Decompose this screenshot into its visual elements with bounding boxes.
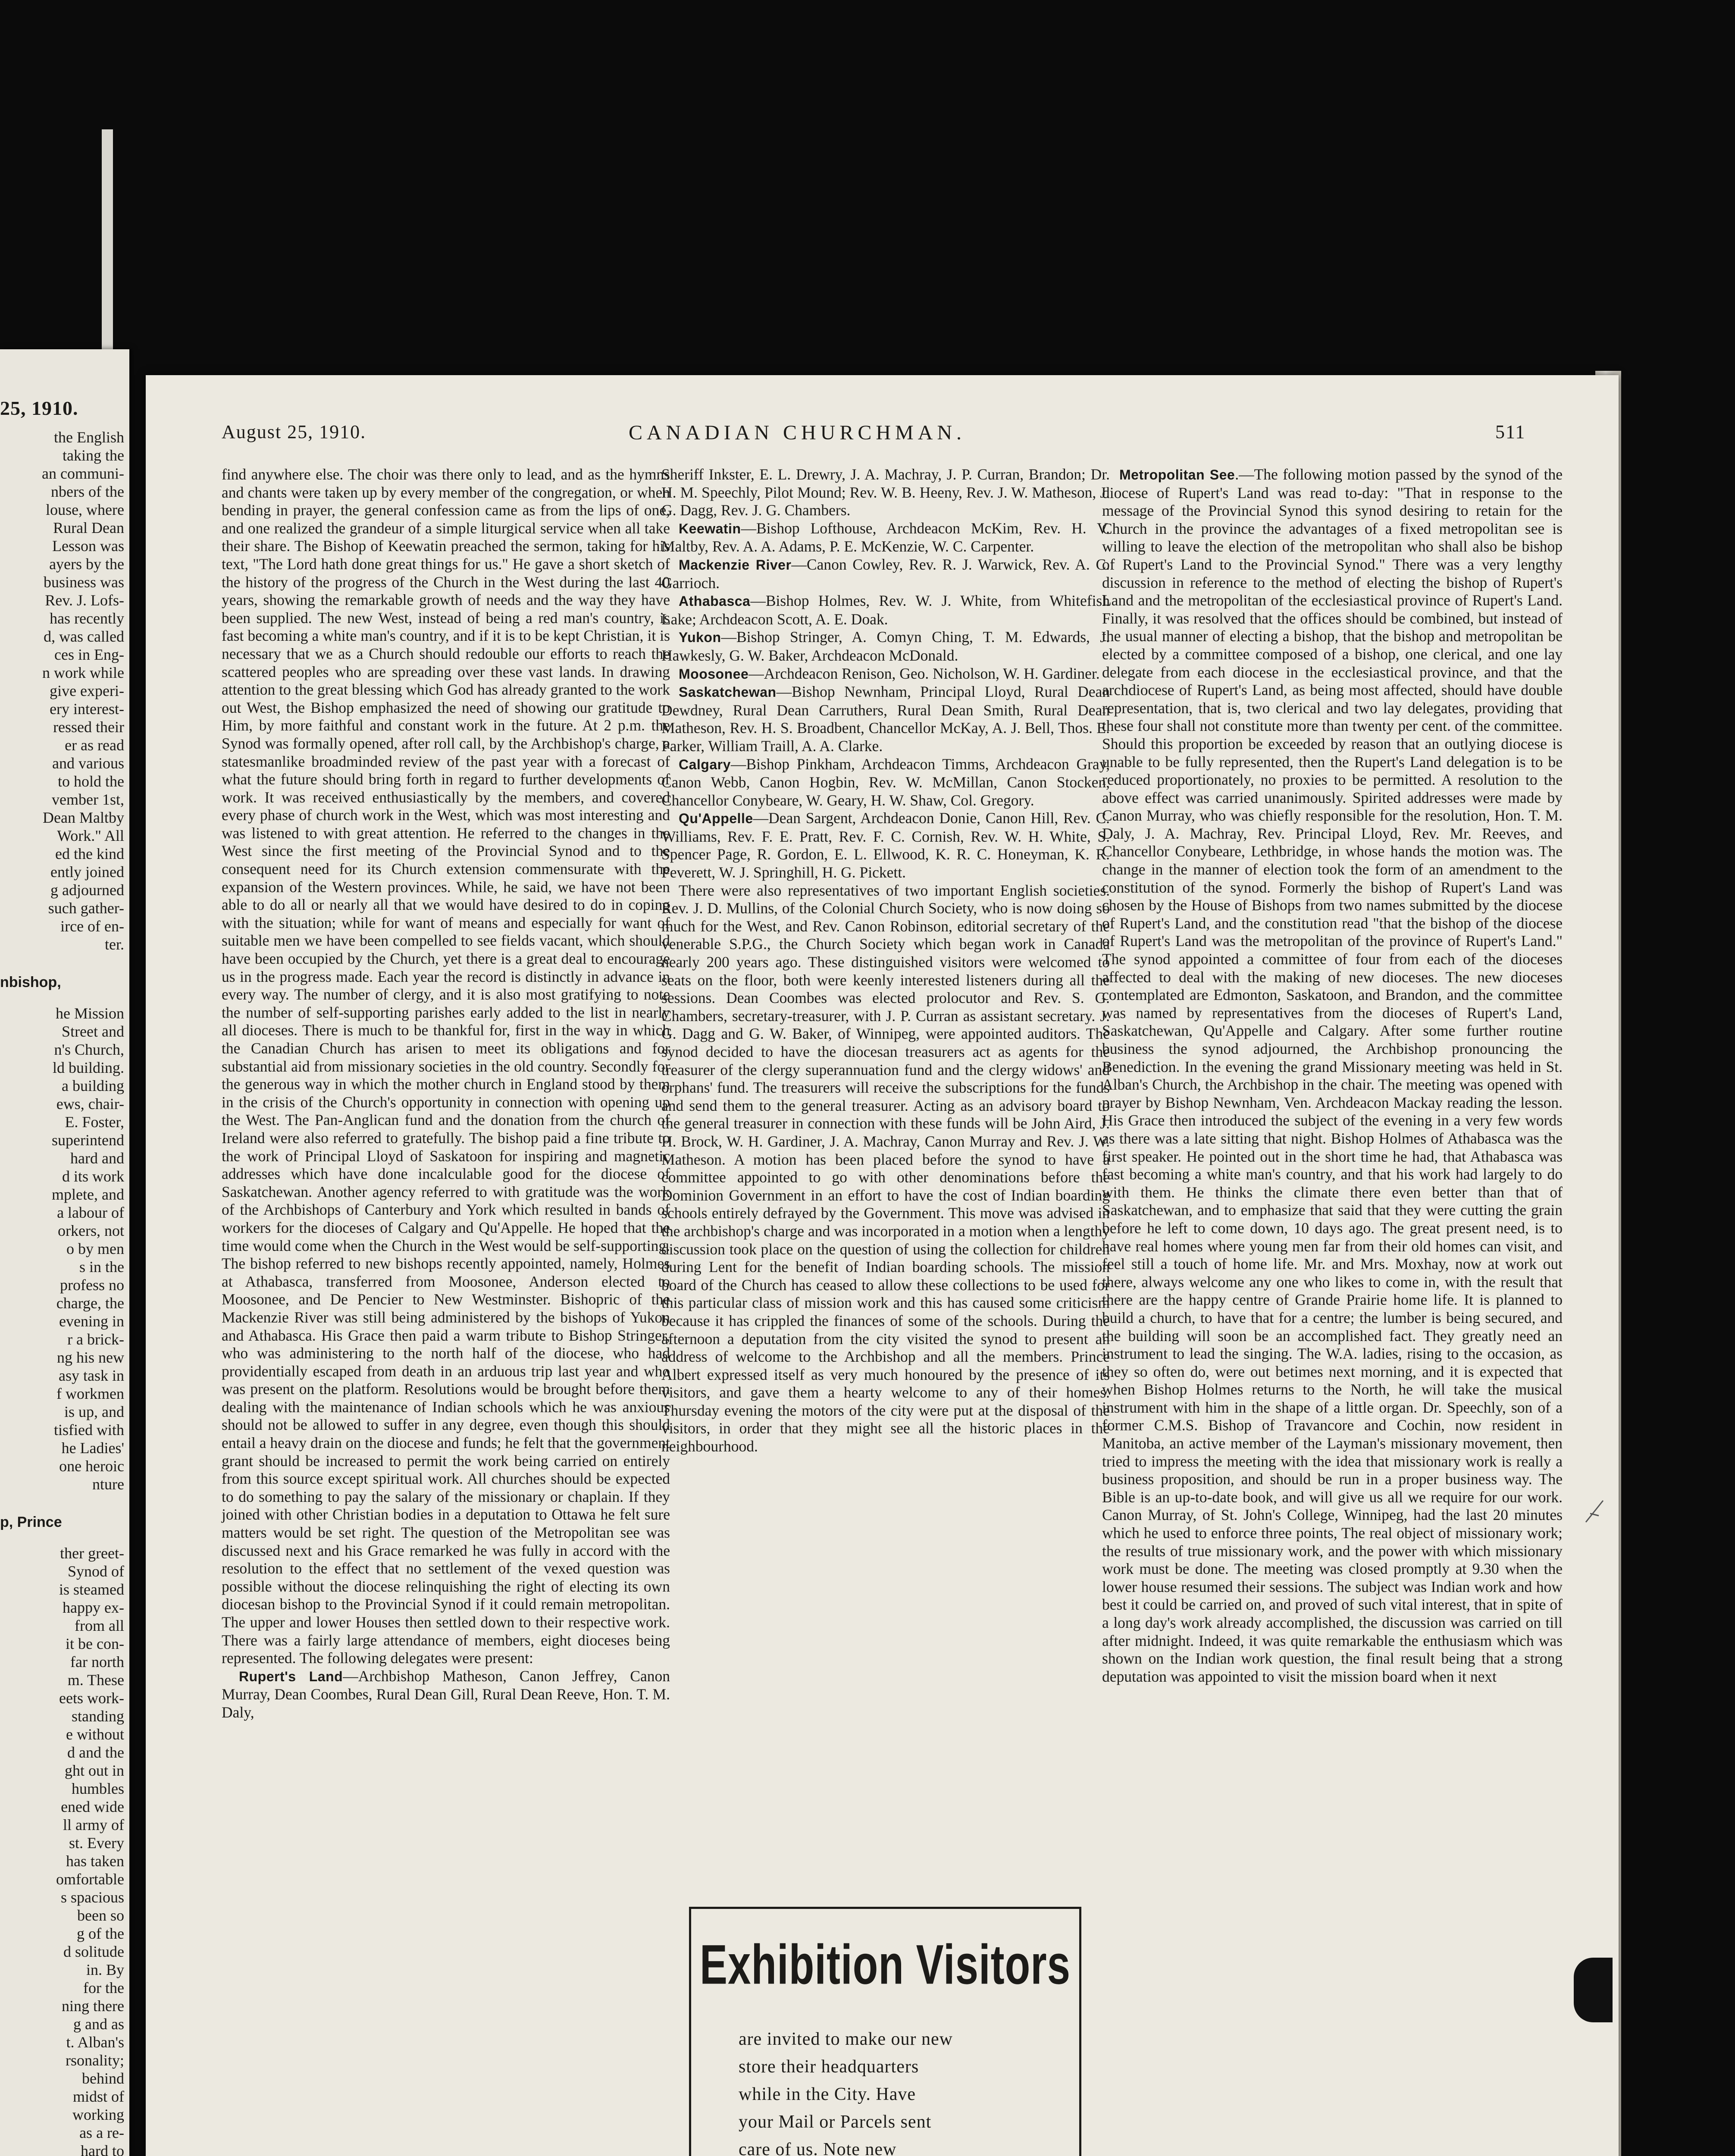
delegate-list: —Archbishop Matheson, Canon Jeffrey, Canon Murray, Dean Coombes, Rural Dean Gill, Rural Dean Reeve, Hon. T. M. Daly,: [222, 1667, 670, 1721]
fragment-line: standing: [72, 1708, 124, 1725]
advertisement-body: [739, 2025, 1023, 2156]
paragraph: find anywhere else. The choir was there only to lead, and as the hymns and chants were taken up by every member of the congregation, or when bending in prayer, the general confession came as from the lips of one, and one realized the grandeur of a simple liturgical service when all take their share. The Bishop of Keewatin preached the sermon, taking for his text, "The Lord hath done great things for us." He gave a short sketch of the history of the progress of the Church in the West during the last 40 years, showing the remarkable growth of needs and the way they have been supplied. The new West, instead of being a red man's country, is fast becoming a white man's country, and if it is to be kept Christian, it is necessary that we as a Church should redouble our efforts to reach the scattered peoples who are spreading over these vast lands. In drawing attention to the great blessing which God has already granted to the work out West, the Bishop emphasized the need of showing our gratitude to Him, by more faithful and constant work in the future. At 2 p.m. the Synod was formally opened, after roll call, by the Archbishop's charge, a statesmanlike broadminded review of the past year with a forecast of what the future should bring forth in regard to further developments of work. It was received enthusiastically by the members, and covered every phase of church work in the West, which was most interesting and was listened to with great attention. He referred to the changes in the West since the first meeting of the Provincial Synod and to the consequent need for its Church extension commensurate with the expansion of the Western provinces. While, he said, we have not been able to do all or nearly all that we would have desired to do in coping with the situation; while for want of means and especially for want of suitable men we have been compelled to see fields vacant, which should have been occupied by the Church, yet there is a great deal to encourage us in the progress made. Each year the record is distinctly in advance in every way. The number of clergy, and it is also most gratifying to note the number of self-supporting parishes early added to the list in nearly all dioceses. There is much to be thankful for, first in the way in which the Canadian Church has arisen to meet its obligations and for substantial aid from missionary societies in the old country. Secondly for the generous way in which the mother church in England stood by them in the crisis of the Church's opportunity in connection with opening up the West. The Pan-Anglican fund and the donation from the church of Ireland were also referred to gratefully. The bishop paid a fine tribute to the work of Principal Lloyd of Saskatoon for inspiring and magnetic addresses which have done incalculable good for the diocese of Saskatchewan. Another agency referred to with gratitude was the work of the Archbishops of Canterbury and York which resulted in bands of workers for the dioceses of Calgary and Qu'Appelle. He hoped that the time would come when the Church in the West would be self-supporting. The bishop referred to new bishops recently appointed, namely, Holmes at Athabasca, transferred from Moosonee, Anderson elected to Moosonee, and De Pencier to New Westminster. Bishopric of the Mackenzie River was still being administered by the bishops of Yukon and Athabasca. His Grace then paid a warm tribute to Bishop Stringer, who was administering to the north half of the diocese, who had providentially escaped from death in an arduous trip last year and who was present on the platform. Resolutions would be brought before them dealing with the maintenance of Indian schools which he was anxious should not be allowed to suffer in any degree, even though this should entail a heavy drain on the diocese and funds; he felt that the government grant should be increased to permit the work being carried on entirely from this source except spiritual work. All churches should be expected to do something to pay the salary of the missionary or chaplain. If they joined with other Christian bodies in a deputation to Ottawa he felt sure matters would be set right. The question of the Metropolitan see was discussed next and his Grace remarked he was fully in accord with the resolution to the effect that no settlement of the vexed question was possible without the diocese relinquishing the right of electing its own diocesan bishop to the Provincial Synod if it could remain metropolitan. The upper and lower Houses then settled down to their respective work. There was a fairly large attendance of members, eight dioceses being represented. The following delegates were present:: [222, 466, 670, 1667]
fragment-line: d and the: [67, 1744, 124, 1761]
delegate-paragraph: [661, 592, 1110, 628]
fragment-line: happy ex-: [63, 1599, 124, 1616]
fragment-line: the English: [54, 429, 124, 446]
fragment-line: t. Alban's: [66, 2034, 124, 2051]
fragment-line: ld building.: [52, 1059, 124, 1076]
fragment-line: ng his new: [57, 1349, 124, 1366]
fragment-line: he Ladies': [61, 1439, 124, 1457]
fragment-line: as a re-: [79, 2124, 124, 2141]
fragment-line: humbles: [72, 1780, 124, 1797]
fragment-line: superintend: [52, 1131, 124, 1149]
delegate-paragraph: [661, 520, 1110, 556]
fragment-line: tisfied with: [54, 1421, 124, 1438]
paragraph: [1102, 466, 1563, 1686]
advertisement-line: while in the City. Have: [739, 2084, 916, 2104]
diocese-label: Rupert's Land: [239, 1668, 343, 1684]
article-column-2: [661, 466, 1110, 1456]
fragment-line: is steamed: [59, 1581, 124, 1598]
diocese-label: Mackenzie River: [679, 557, 792, 573]
fragment-line: ed the kind: [55, 845, 124, 862]
fragment-line: s in the: [79, 1258, 124, 1275]
delegate-list: —Bishop Lofthouse, Archdeacon McKim, Rev. H. V. Maltby, Rev. A. A. Adams, P. E. McKenzie, W. C. Carpenter.: [661, 519, 1110, 555]
delegate-list: —Dean Sargent, Archdeacon Donie, Canon Hill, Rev. C. Williams, Rev. F. E. Pratt, Rev. F. C. Cornish, Rev. W. H. White, S. Spencer Page, R. Gordon, E. L. Ellwood, K. R. C. Honeyman, K. R. Peverett, W. J. Springhill, H. G. Pickett.: [661, 809, 1110, 881]
fragment-line: Lesson was: [52, 537, 124, 555]
fragment-line: nture: [92, 1476, 124, 1493]
fragment-heading: p, Prince: [0, 1514, 62, 1530]
fragment-line: for the: [83, 1979, 124, 1996]
fragment-line: charge, the: [56, 1294, 124, 1312]
fragment-line: g of the: [77, 1925, 124, 1942]
fragment-line: Dean Maltby: [43, 809, 124, 826]
fragment-line: r a brick-: [67, 1331, 124, 1348]
diocese-label: Yukon: [679, 630, 721, 646]
fragment-line: ently joined: [50, 863, 124, 881]
diocese-label: Athabasca: [679, 593, 751, 609]
fragment-line: such gather-: [48, 899, 124, 917]
delegate-paragraph: [222, 1667, 670, 1722]
fragment-line: it be con-: [66, 1635, 124, 1652]
fragment-line: E. Foster,: [65, 1113, 124, 1131]
diocese-label: Keewatin: [679, 520, 741, 536]
fragment-line: ll army of: [63, 1816, 124, 1833]
fragment-line: has recently: [50, 610, 124, 627]
fragment-line: ery interest-: [50, 700, 124, 718]
advertisement-box: [689, 1907, 1081, 2156]
fragment-line: rsonality;: [66, 2052, 124, 2069]
fragment-line: ressed their: [53, 718, 124, 736]
delegate-paragraph: [661, 556, 1110, 592]
previous-page-fragment: [0, 349, 129, 2156]
fragment-line: been so: [77, 1907, 124, 1924]
fragment-line: has taken: [66, 1852, 124, 1870]
delegate-list: —Bishop Newnham, Principal Lloyd, Rural Dean Dewdney, Rural Dean Carruthers, Rural Dean Smith, Rural Dean Matheson, Rev. H. S. Broadbent, Chancellor McKay, A. J. Bell, Thos. E. Parker, William Traill, A. A. Clarke.: [661, 683, 1110, 755]
fragment-line: behind: [82, 2070, 124, 2087]
fragment-line: a labour of: [57, 1204, 124, 1221]
previous-page-column: [0, 420, 129, 2156]
issue-date: August 25, 1910.: [222, 421, 366, 442]
fragment-line: working: [72, 2106, 124, 2123]
fragment-line: ght out in: [64, 1762, 124, 1779]
advertisement-line: store their headquarters: [739, 2057, 919, 2077]
diocese-label: Moosonee: [679, 666, 749, 682]
diocese-label: Saskatchewan: [679, 684, 777, 700]
fragment-line: st. Every: [69, 1834, 124, 1852]
fragment-line: g adjourned: [50, 881, 124, 899]
article-column-1: [222, 466, 670, 1722]
fragment-line: evening in: [59, 1313, 124, 1330]
fragment-line: orkers, not: [58, 1222, 124, 1239]
advertisement-line: are invited to make our new: [739, 2029, 953, 2049]
delegate-list: —Archdeacon Renison, Geo. Nicholson, W. H. Gardiner.: [748, 664, 1100, 682]
fragment-line: o by men: [66, 1240, 124, 1257]
fragment-line: ter.: [105, 936, 124, 953]
fragment-line: ayers by the: [49, 555, 124, 573]
masthead-title: CANADIAN CHURCHMAN.: [629, 421, 966, 444]
pencil-mark-icon: [1582, 1496, 1612, 1526]
fragment-line: omfortable: [56, 1871, 124, 1888]
paragraph: Sheriff Inkster, E. L. Drewry, J. A. Machray, J. P. Curran, Brandon; Dr. H. M. Speechly, Pilot Mound; Rev. W. B. Heeny, Rev. J. W. Matheson, J. G. Dagg, Rev. J. G. Chambers.: [661, 466, 1110, 519]
fragment-line: er as read: [65, 736, 124, 754]
fragment-line: louse, where: [46, 501, 124, 518]
fragment-line: Work." All: [57, 827, 124, 844]
fragment-line: business was: [44, 573, 124, 591]
page-header: [146, 375, 1619, 461]
fragment-line: hard to: [81, 2142, 124, 2156]
advertisement-line: your Mail or Parcels sent: [739, 2112, 932, 2132]
fragment-line: and various: [52, 755, 124, 772]
fragment-line: d, was called: [44, 628, 124, 645]
fragment-line: ning there: [62, 1997, 124, 2015]
section-label: Metropolitan See: [1119, 467, 1235, 483]
fragment-line: from all: [75, 1617, 124, 1634]
delegate-list: —Canon Cowley, Rev. R. J. Warwick, Rev. A. C. Garrioch.: [661, 555, 1110, 592]
fragment-line: s spacious: [61, 1889, 124, 1906]
fragment-line: Rural Dean: [53, 519, 124, 536]
scanner-edge-stripe: [102, 129, 113, 371]
fragment-line: g and as: [73, 2015, 124, 2033]
paragraph: There were also representatives of two important English societies. Rev. J. D. Mullins, of the Colonial Church Society, who is now doing so much for the West, and Rev. Canon Robinson, editorial secretary of the venerable S.P.G., the Church Society which began work in Canada nearly 200 years ago. These distinguished visitors were welcomed to seats on the floor, both were keenly interested listeners during all the sessions. Dean Coombes was elected prolocutor and Rev. S. G. Chambers, secretary-treasurer, with J. P. Curran as assistant secretary. J. G. Dagg and G. W. Baker, of Winnipeg, were appointed auditors. The synod decided to have the diocesan treasurers act as agents for the treasurer of the clergy superannuation fund and the clergy widows' and orphans' fund. The treasurers will receive the subscriptions for the funds and send them to the general treasurer. Acting as an advisory board to the general treasurer in connection with these funds will be John Aird, J. H. Brock, W. H. Gardiner, J. A. Machray, Canon Murray and Rev. J. W. Matheson. A motion has been placed before the synod to have a committee appointed to go with other denominations before the Dominion Government in an effort to have the cost of Indian boarding schools entirely defrayed by the Government. This move was advised in the archbishop's charge and was incorporated in a motion when a lengthy discussion took place on the question of using the collection for children during Lent for the benefit of Indian boarding schools. The mission board of the Church has ceased to allow these collections to be used for this particular class of mission work and this has caused some criticism because it has crippled the finances of some of the schools. During the afternoon a deputation from the city visited the synod to present an address of welcome to the Archbishop and all the members. Prince Albert expressed itself as very much honoured by the presence of its visitors, and gave them a hearty welcome to any of their homes. Thursday evening the motors of the city were put at the disposal of the visitors, in order that they might see all the historic places in the neighbourhood.: [661, 881, 1110, 1455]
advertisement-line: care of us. Note new: [739, 2140, 897, 2156]
delegate-list: —Bishop Stringer, A. Comyn Ching, T. M. Edwards, J. Hawkesly, G. W. Baker, Archdeacon McDonald.: [661, 628, 1110, 664]
fragment-line: ews, chair-: [56, 1095, 124, 1112]
delegate-list: —Bishop Holmes, Rev. W. J. White, from Whitefish Lake; Archdeacon Scott, A. E. Doak.: [661, 592, 1110, 628]
delegate-paragraph: [661, 683, 1110, 755]
advertisement-title: Exhibition Visitors: [699, 1934, 1071, 1996]
fragment-line: f workmen: [56, 1385, 124, 1402]
fragment-line: n's Church,: [54, 1041, 124, 1058]
fragment-line: e without: [66, 1726, 124, 1743]
fragment-line: an communi-: [42, 465, 124, 482]
fragment-line: he Mission: [55, 1005, 124, 1022]
fragment-line: mplete, and: [52, 1186, 124, 1203]
fragment-line: give experi-: [50, 682, 124, 699]
fragment-line: d solitude: [63, 1943, 124, 1960]
paragraph-text: .—The following motion passed by the synod of the diocese of Rupert's Land was read to-day: "That in response to the message of the Provincial Synod this synod desiring to retain for the Church in the province the advantages of a fixed metropolitan see is willing to leave the election of the metropolitan who shall also be bishop of Rupert's Land to the Provincial Synod." There was a very lengthy discussion in reference to the method of electing the bishop of Rupert's Land and the metropolitan of the ecclesiastical province of Rupert's Land. Finally, it was resolved that the offices should be combined, but instead of the usual manner of electing a bishop, that the bishop and metropolitan be elected by a committee composed of a bishop, one clerical, and one lay delegate from each diocese in the ecclesiastical province, and that the archdiocese of Rupert's Land, as being most affected, should have double representation, that is, two clerical and two lay delegates, providing that these four shall not constitute more than twenty per cent. of the committee. Should this proportion be exceeded by reason that an outlying diocese is unable to be fully represented, then the Rupert's Land delegation is to be reduced proportionately, no proxies to be permitted. A resolution to the above effect was carried unanimously. Spirited addresses were made by Canon Murray, who was chiefly responsible for the resolution, Hon. T. M. Daly, J. A. Machray, Rev. Principal Lloyd, Rev. Mr. Reeves, and Chancellor Conybeare, Lethbridge, in whose hands the motion was. The change in the manner of election took the form of an amendment to the constitution of the synod. Formerly the bishop of Rupert's Land was chosen by the House of Bishops from two names submitted by the diocese of Rupert's Land, and the constitution read "that the bishop of the diocese of Rupert's Land was the metropolitan of the province of Rupert's Land." The synod appointed a committee of four from each of the dioceses affected to deal with the making of new dioceses. The new dioceses contemplated are Edmonton, Saskatoon, and Brandon, and the committee was named by representatives from the dioceses of Rupert's Land, Saskatchewan, Qu'Appelle and Calgary. After some further routine business the synod adjourned, the Archbishop pronouncing the Benediction. In the evening the grand Missionary meeting was held in St. Alban's Church, the Archbishop in the chair. The meeting was opened with prayer by Bishop Newnham, Ven. Archdeacon Mackay reading the lesson. His Grace then introduced the subject of the evening in a very few words as there was a late sitting that night. Bishop Holmes of Athabasca was the first speaker. He pointed out in the short time he had, that Athabasca was fast becoming a white man's country, and that his work had largely to do with them. He thinks the climate there even better than that of Saskatchewan, and to emphasize that said that they were cutting the grain before he left to come down, 10 days ago. The great present need, is to have real homes where young men far from their old homes can visit, and feel still a touch of home life. Mr. and Mrs. Moxhay, now at work out there, always welcome any one who likes to come in, with the result that there are the happy centre of Grande Prairie home life. It is planned to build a church, to have that for a centre; the lumber is being secured, and the building will soon be an accomplished fact. They greatly need an instrument to lead the singing. The W.A. ladies, rising to the occasion, as they so often do, were out betimes next morning, and it is expected that when Bishop Holmes returns to the North, he will take the musical instrument with him in the shape of a little organ. Dr. Speechly, son of a former C.M.S. Bishop of Travancore and Cochin, now resident in Manitoba, an active member of the Layman's missionary movement, then tried to impress the meeting with the idea that missionary work is really a business proposition, and should be run in a proper business way. The Bible is an up-to-date book, and will give us all we require for our work. Canon Murray, of St. John's College, Winnipeg, had the last 20 minutes which he used to enforce three points, The real object of missionary work; the results of true missionary work, and the power with which missionary work must be done. The meeting was closed promptly at 9.30 when the lower house resumed their sessions. The subject was Indian work and how best it could be carried on, and proved of such vital interest, that in spite of a long day's work already accomplished, the discussion was carried on till after midnight. Indeed, it was quite remarkable the enthusiasm which was shown on the Indian work question, the final result being that a strong deputation was appointed to visit the mission board when it next: [1102, 466, 1563, 1685]
fragment-line: d its work: [62, 1168, 124, 1185]
fragment-line: midst of: [72, 2088, 124, 2105]
fragment-line: irce of en-: [60, 918, 124, 935]
fragment-line: eets work-: [59, 1689, 124, 1707]
fragment-line: nbers of the: [51, 483, 124, 500]
page-number: 511: [1495, 421, 1526, 442]
previous-page-date: 25, 1910.: [0, 397, 78, 419]
fragment-line: ces in Eng-: [54, 646, 124, 663]
fragment-line: Rev. J. Lofs-: [45, 592, 124, 609]
fragment-line: is up, and: [64, 1403, 124, 1420]
fragment-line: hard and: [70, 1150, 124, 1167]
newspaper-page: [146, 375, 1619, 2156]
fragment-line: to hold the: [58, 773, 124, 790]
fragment-line: far north: [70, 1653, 124, 1670]
fragment-line: profess no: [60, 1276, 124, 1294]
delegate-paragraph: [661, 628, 1110, 664]
delegate-paragraph: [661, 755, 1110, 810]
fragment-line: in. By: [86, 1961, 124, 1978]
delegate-list: —Bishop Pinkham, Archdeacon Timms, Archdeacon Gray, Canon Webb, Canon Hogbin, Rev. W. McMillan, Canon Stocken, Chancellor Conybeare, W. Geary, H. W. Shaw, Col. Gregory.: [661, 755, 1110, 809]
fragment-line: ened wide: [61, 1798, 124, 1815]
delegate-paragraph: [661, 809, 1110, 881]
fragment-line: taking the: [63, 447, 124, 464]
fragment-heading: nbishop,: [0, 974, 61, 990]
fragment-line: Synod of: [67, 1563, 124, 1580]
fragment-line: Street and: [62, 1023, 124, 1040]
fragment-line: asy task in: [59, 1367, 124, 1384]
article-column-3: [1102, 466, 1563, 1686]
fragment-line: ther greet-: [60, 1545, 124, 1562]
fragment-line: one heroic: [59, 1457, 124, 1475]
binder-clip: [1574, 1958, 1613, 2022]
fragment-line: vember 1st,: [52, 791, 124, 808]
fragment-line: n work while: [42, 664, 124, 681]
fragment-line: a building: [62, 1077, 124, 1094]
diocese-label: Qu'Appelle: [679, 811, 753, 827]
diocese-label: Calgary: [679, 756, 731, 772]
fragment-line: m. These: [67, 1671, 124, 1689]
delegate-paragraph: [661, 665, 1110, 683]
